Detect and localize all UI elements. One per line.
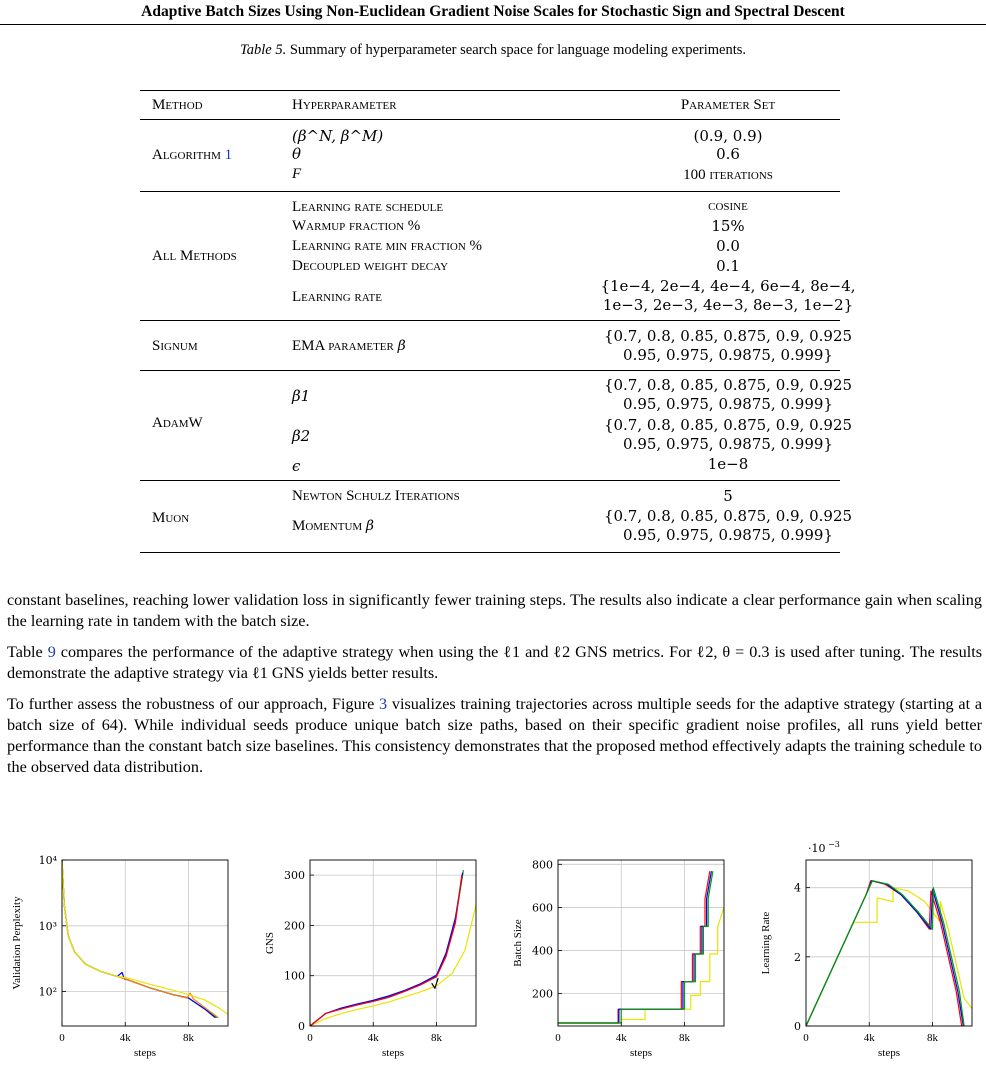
chart-batch-size (496, 840, 736, 1065)
val-adamw-beta2-line1: {0.7, 0.8, 0.85, 0.875, 0.9, 0.925 (603, 416, 853, 434)
hyperparameter-table (140, 88, 856, 554)
rule-algorithm (140, 191, 840, 192)
y-scale-label: ·10 (808, 842, 826, 855)
y-tick-label: 200 (532, 987, 553, 1001)
series-line (62, 860, 217, 1018)
x-axis-label: steps (630, 1047, 652, 1059)
hp-theta: θ (292, 145, 302, 163)
hp-adamw-eps: ϵ (292, 457, 301, 475)
series-line (806, 881, 962, 1026)
series-line (310, 905, 476, 1026)
val-warmup: 15% (711, 217, 745, 235)
caption-text: Summary of hyperparameter search space for language modeling experiments. (286, 42, 746, 58)
val-muon-ns: 5 (723, 487, 733, 505)
hp-warmup: Warmup fraction % (292, 218, 421, 234)
header-rule (0, 24, 986, 25)
hp-lr-min: Learning rate min fraction % (292, 238, 483, 254)
table-number: Table 5. (240, 42, 287, 58)
p2-text-a: Table (7, 643, 48, 661)
rule-adamw (140, 480, 840, 481)
plot-frame (62, 860, 228, 1026)
x-tick-label: 0 (59, 1032, 65, 1044)
table-top-rule (140, 90, 840, 91)
y-tick-label: 4 (794, 881, 801, 895)
p3-text-b: visualizes training trajectories across multiple seeds for the adaptive strategy (starting at a batch size of 64). While individual seeds produce unique batch size paths, based on their specific gradient noise profiles, all runs yield better performance than the constant batch size baselines. This consistency demonstrates that the proposed method effectively adapts the training schedule to the observed data distribution. (7, 695, 982, 776)
hp-adamw-beta2: β2 (292, 427, 311, 445)
val-lr-line1: {1e−4, 2e−4, 4e−4, 6e−4, 8e−4, (600, 277, 856, 295)
val-beta-nm: (0.9, 0.9) (693, 127, 763, 145)
x-axis-label: steps (878, 1047, 900, 1059)
hp-signum-beta: β (397, 338, 406, 354)
x-axis-label: steps (134, 1047, 156, 1059)
y-tick-label: 300 (284, 869, 305, 883)
hp-muon-ns: Newton Schulz Iterations (292, 488, 460, 504)
hp-lr: Learning rate (292, 289, 382, 305)
y-tick-label: 400 (532, 944, 553, 958)
paragraph-2 (7, 642, 982, 684)
y-axis-label: GNS (264, 931, 276, 955)
val-muon-line2: 0.95, 0.975, 0.9875, 0.999} (623, 526, 833, 544)
val-theta: 0.6 (716, 145, 740, 163)
val-adamw-beta2-line2: 0.95, 0.975, 0.9875, 0.999} (623, 435, 833, 453)
y-axis-label: Learning Rate (760, 911, 772, 975)
val-lr-schedule: cosine (708, 198, 748, 214)
x-tick-label: 4k (615, 1032, 627, 1044)
series-line (558, 871, 710, 1023)
val-adamw-beta1-line2: 0.95, 0.975, 0.9875, 0.999} (623, 395, 833, 413)
chart-gns (248, 840, 488, 1065)
val-adamw-beta1-line1: {0.7, 0.8, 0.85, 0.875, 0.9, 0.925 (603, 376, 853, 394)
y-tick-label: 600 (532, 901, 553, 915)
val-muon-line1: {0.7, 0.8, 0.85, 0.875, 0.9, 0.925 (603, 507, 853, 525)
series-line (558, 871, 713, 1023)
y-tick-label: 10² (38, 985, 57, 999)
x-tick-label: 8k (182, 1032, 194, 1044)
y-tick-label: 10³ (38, 919, 57, 933)
hp-weight-decay: Decoupled weight decay (292, 258, 449, 274)
series-line (62, 860, 219, 1018)
x-tick-label: 4k (863, 1032, 875, 1044)
method-signum: Signum (152, 338, 198, 354)
p3-text-a: To further assess the robustness of our approach, Figure (7, 695, 380, 713)
val-lr-line2: 1e−3, 2e−3, 4e−3, 8e−3, 1e−2} (602, 296, 854, 314)
table-ref-link[interactable]: 9 (47, 643, 56, 661)
x-tick-label: 4k (119, 1032, 131, 1044)
hp-signum-ema (292, 336, 406, 356)
method-all: All Methods (152, 248, 237, 264)
table-caption (0, 42, 986, 59)
rule-all (140, 320, 840, 321)
series-line (62, 860, 215, 1018)
y-tick-label: 10⁴ (38, 854, 57, 867)
chart-validation-perplexity (0, 840, 240, 1065)
plot-frame (558, 860, 724, 1026)
series-line (558, 907, 724, 1023)
val-lr-min: 0.0 (716, 237, 740, 255)
series-line (558, 871, 711, 1023)
algorithm-ref-link[interactable]: 1 (224, 147, 233, 163)
method-algorithm (152, 145, 232, 165)
series-line (310, 875, 462, 1026)
y-tick-label: 200 (284, 919, 305, 933)
x-tick-label: 0 (307, 1032, 313, 1044)
x-tick-label: 8k (678, 1032, 690, 1044)
running-header: Adaptive Batch Sizes Using Non-Euclidean Gradient Noise Scales for Stochastic Sign and Spectral Descent (141, 3, 845, 20)
x-tick-label: 8k (430, 1032, 442, 1044)
x-axis-label: steps (382, 1047, 404, 1059)
val-signum-line1: {0.7, 0.8, 0.85, 0.875, 0.9, 0.925 (603, 327, 853, 345)
method-algorithm-label: Algorithm (152, 147, 225, 163)
val-signum-line2: 0.95, 0.975, 0.9875, 0.999} (623, 346, 833, 364)
chart-learning-rate (744, 840, 984, 1065)
hp-beta-nm: (β^N, β^M) (292, 127, 384, 145)
x-tick-label: 4k (367, 1032, 379, 1044)
x-tick-label: 8k (926, 1032, 938, 1044)
figure-ref-link[interactable]: 3 (379, 695, 388, 713)
header-rule-bottom (140, 119, 840, 120)
y-axis-label: Validation Perplexity (11, 896, 23, 990)
y-axis-label: Batch Size (512, 919, 524, 967)
y-tick-label: 2 (794, 950, 801, 964)
paragraph-3 (7, 694, 982, 778)
val-weight-decay: 0.1 (716, 257, 740, 275)
col-header-parameter-set: Parameter Set (680, 97, 776, 113)
hp-muon-momentum-label: Momentum (292, 518, 366, 534)
y-tick-label: 0 (298, 1020, 305, 1033)
y-tick-label: 0 (794, 1020, 801, 1033)
col-header-method: Method (152, 97, 203, 113)
hp-lr-schedule: Learning rate schedule (292, 199, 444, 215)
col-header-hyperparameter: Hyperparameter (292, 97, 397, 113)
paragraph-1: constant baselines, reaching lower validation loss in significantly fewer training steps. The results also indicate a clear performance gain when scaling the learning rate in tandem with the batch size. (7, 591, 982, 630)
hp-f: F (292, 166, 302, 182)
hp-muon-momentum (292, 516, 374, 536)
x-tick-label: 0 (555, 1032, 561, 1044)
series-line (806, 881, 963, 1026)
y-tick-label: 800 (532, 858, 553, 872)
p2-text-b: compares the performance of the adaptive strategy when using the ℓ1 and ℓ2 GNS metrics. For ℓ2, θ = 0.3 is used after tuning. The results demonstrate the adaptive strategy via ℓ1 GNS yields better results. (7, 643, 982, 682)
x-tick-label: 0 (803, 1032, 809, 1044)
val-f: 100 iterations (683, 167, 773, 183)
y-scale-exponent: −3 (828, 840, 840, 849)
rule-signum (140, 370, 840, 371)
y-tick-label: 100 (284, 969, 305, 983)
method-adamw: AdamW (152, 415, 203, 431)
val-adamw-eps: 1e−8 (707, 455, 749, 473)
hp-signum-ema-label: EMA parameter (292, 338, 398, 354)
method-muon: Muon (152, 510, 190, 526)
hp-adamw-beta1: β1 (292, 387, 311, 405)
table-bottom-rule (140, 552, 840, 553)
hp-muon-beta: β (365, 518, 375, 534)
